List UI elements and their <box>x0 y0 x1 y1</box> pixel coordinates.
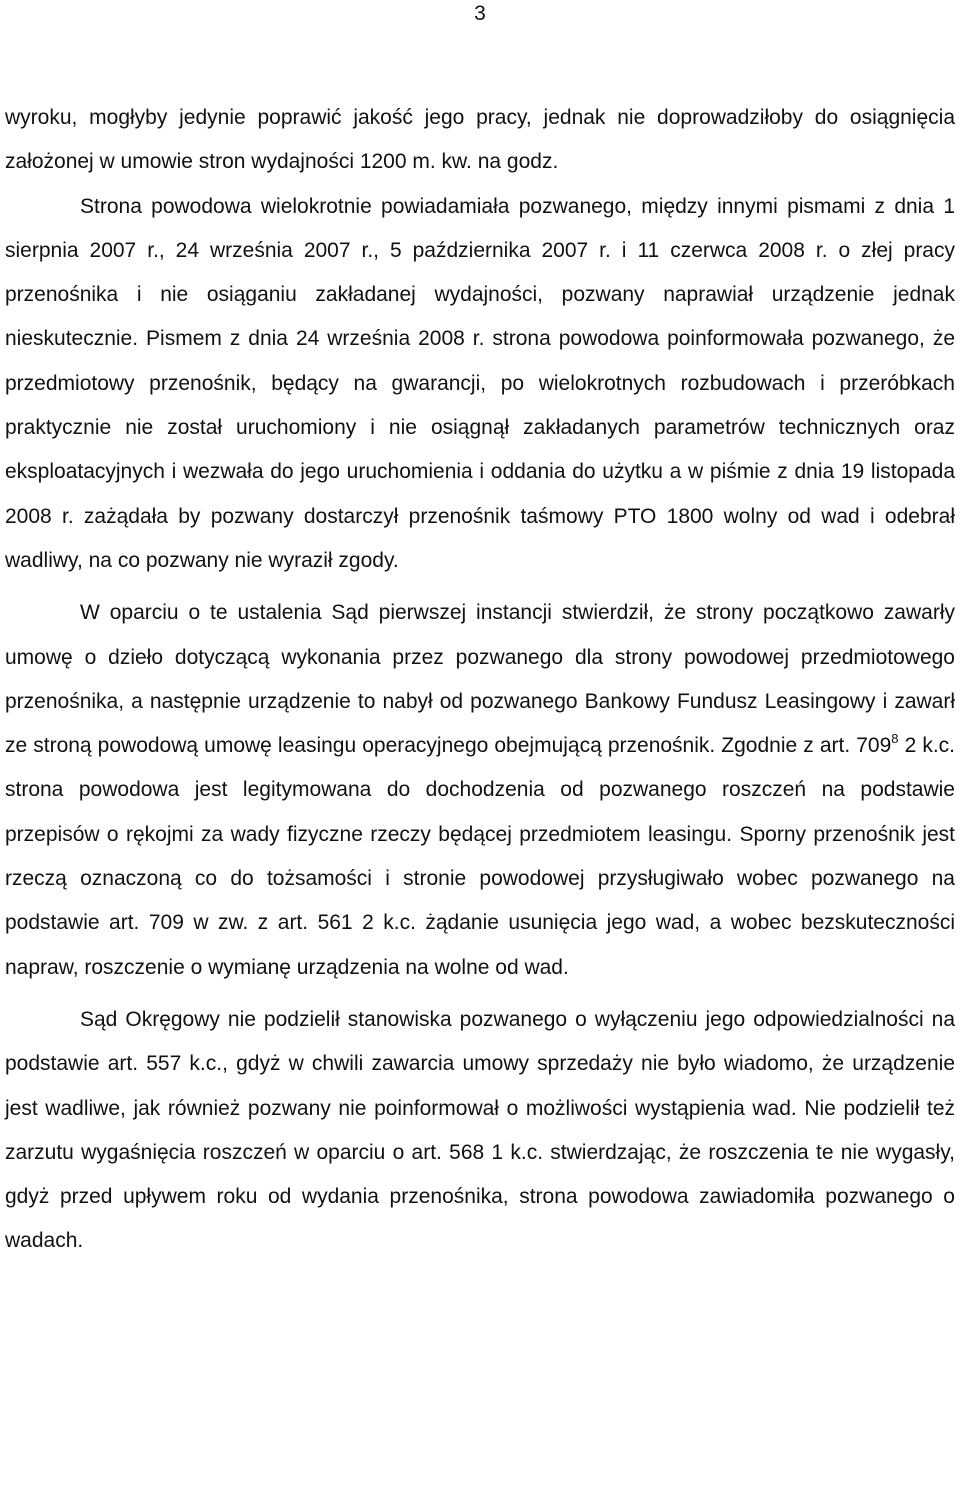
paragraph-2: Strona powodowa wielokrotnie powiadamiała pozwanego, między innymi pismami z dnia 1 sierpnia 2007 r., 24 września 2007 r., 5 października 2007 r. i 11 czerwca 2008 r. o złej pracy przenośnika i nie osiąganiu zakładanej wydajności, pozwany naprawiał urządzenie jednak nieskutecznie. Pismem z dnia 24 września 2008 r. strona powodowa poinformowała pozwanego, że przedmiotowy przenośnik, będący na gwarancji, po wielokrotnych rozbudowach i przeróbkach praktycznie nie został uruchomiony i nie osiągnął zakładanych parametrów technicznych oraz eksploatacyjnych i wezwała do jego uruchomienia i oddania do użytku a w piśmie z dnia 19 listopada 2008 r. zażądała by pozwany dostarczył przenośnik taśmowy PTO 1800 wolny od wad i odebrał wadliwy, na co pozwany nie wyraził zgody. <box>5 194 955 572</box>
page-number: 3 <box>474 2 486 25</box>
paragraph-4: Sąd Okręgowy nie podzielił stanowiska pozwanego o wyłączeniu jego odpowiedzialności na podstawie art. 557 k.c., gdyż w chwili zawarcia umowy sprzedaży nie było wiadomo, że urządzenie jest wadliwe, jak również pozwany nie poinformował o możliwości wystąpienia wad. Nie podzielił też zarzutu wygaśnięcia roszczeń w oparciu o art. 568 1 k.c. stwierdzając, że roszczenia te nie wygasły, gdyż przed upływem roku od wydania przenośnika, strona powodowa zawiadomiła pozwanego o wadach. <box>5 1007 955 1253</box>
article-superscript: 8 <box>891 731 899 747</box>
paragraph-3 <box>5 591 955 990</box>
paragraph-3-text-before: W oparciu o te ustalenia Sąd pierwszej instancji stwierdził, że strony początkowo zawarły umowę o dzieło dotyczącą wykonania przez pozwanego dla strony powodowej przedmiotowego przenośnika, a następnie urządzenie to nabył od pozwanego Bankowy Fundusz Leasingowy i zawarł ze stroną powodową umowę leasingu operacyjnego obejmującą przenośnik. Zgodnie z art. 709 <box>5 601 955 758</box>
document-body <box>5 96 955 1264</box>
paragraph-3-text-after: 2 k.c. strona powodowa jest legitymowana do dochodzenia od pozwanego roszczeń na podstawie przepisów o rękojmi za wady fizyczne rzeczy będącej przedmiotem leasingu. Sporny przenośnik jest rzeczą oznaczoną co do tożsamości i stronie powodowej przysługiwało wobec pozwanego na podstawie art. 709 w zw. z art. 561 2 k.c. żądanie usunięcia jego wad, a wobec bezskuteczności napraw, roszczenie o wymianę urządzenia na wolne od wad. <box>5 734 955 979</box>
paragraph-1: wyroku, mogłyby jedynie poprawić jakość jego pracy, jednak nie doprowadziłoby do osiągnięcia założonej w umowie stron wydajności 1200 m. kw. na godz. <box>5 106 955 174</box>
